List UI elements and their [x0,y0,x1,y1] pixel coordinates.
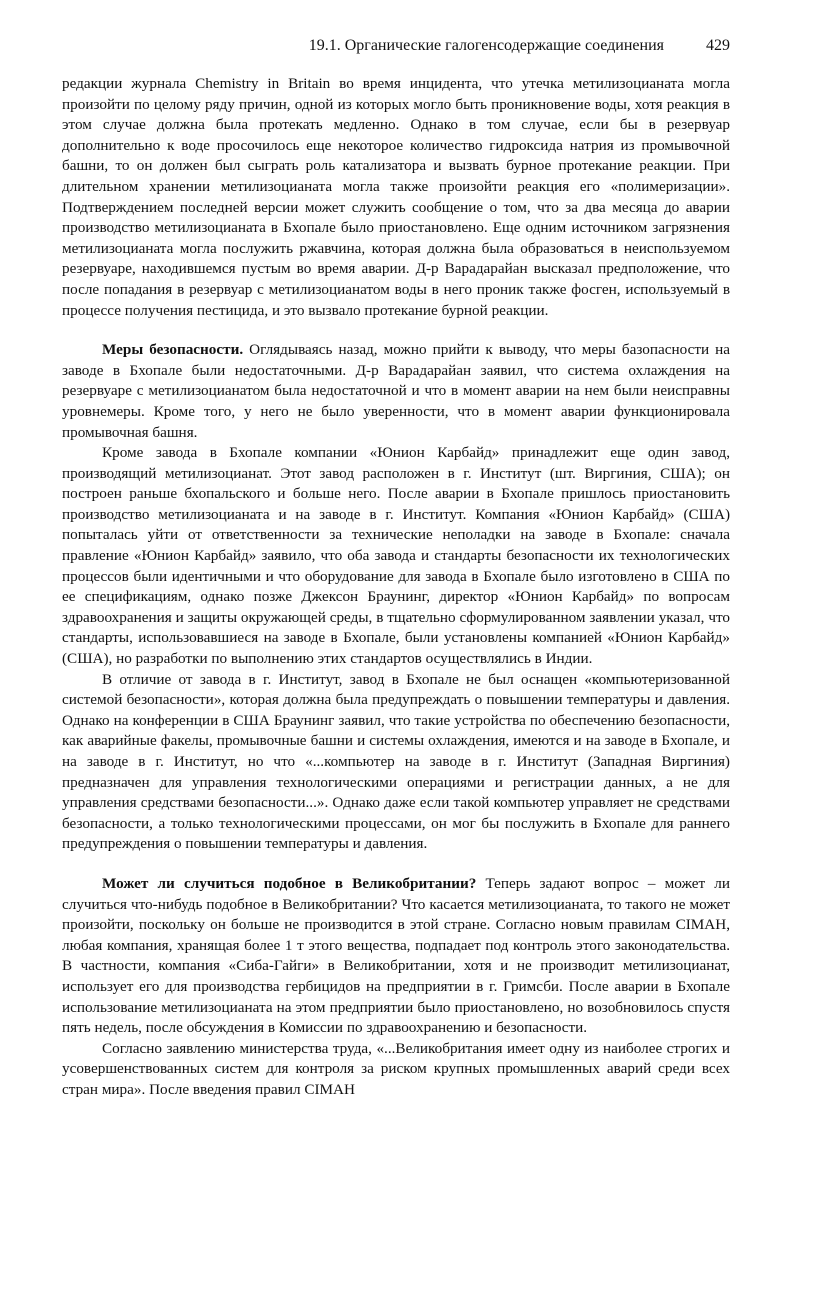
paragraph-text: редакции журнала Chemistry in Britain во время инцидента, что утечка метилизоцианата могла произойти по целому ряду причин, одной из которых могло быть проникновение воды, хотя реакция в этом случае должна была протекать медленно. Однако в том случае, если бы в резервуар дополнительно к воде просочилось еще некоторое количество гидроксида натрия из промывочной башни, то он должен был сыграть роль катализатора и вызвать бурное протекание реакции. При длительном хранении метилизоцианата могла также произойти реакция его «полимеризации». Подтверждением последней версии может служить сообщение о том, что за два месяца до аварии производство метилизоцианата в Бхопале было приостановлено. Еще одним источником загрязнения метилизоцианата могла послужить ржавчина, которая должна была образоваться в неиспользуемом резервуаре, находившемся пустым во время аварии. Д-р Варадарайан высказал предположение, что после попадания в резервуар с метилизоцианатом воды в него проник также фосген, используемый в процессе получения пестицида, и это вызвало протекание бурной реакции. [62,75,730,319]
section-heading-great-britain: Может ли случиться подобное в Великобритании? [102,874,477,892]
body-text [62,74,730,1101]
paragraph-text: В отличие от завода в г. Институт, завод в Бхопале не был оснащен «компьютеризованной системой безопасности», которая должна была предупреждать о повышении температуры и давления. Однако на конференции в США Браунинг заявил, что такие устройства по обеспечению безопасности, как аварийные факелы, промывочные башни и системы охлаждения, имеются и на заводе в Бхопале, и на заводе в г. Институт, но что «...компьютер на заводе в г. Институт (Западная Виргиния) предназначен для управления технологическими операциями и регистрации данных, а не для управления средствами безопасности...». Однако даже если такой компьютер управляет не средствами безопасности, а только технологическими процессами, он мог бы послужить в Бхопале для раннего предупреждения о повышении температуры и давления. [62,670,730,853]
paragraph-safety-measures [62,340,730,443]
paragraph-text: Теперь задают вопрос – может ли случиться что-нибудь подобное в Великобритании? Что касается метилизоцианата, то такого не может произойти, поскольку он больше не производится в этой стране. Согласно новым правилам CIMAH, любая компания, хранящая более 1 т этого вещества, подпадает под контроль этого законодательства. В частности, компания «Сиба-Гайги» в Великобритании, хотя и не производит метилизоцианат, использует его для производства гербицидов на предприятии в г. Гримсби. После аварии в Бхопале использование метилизоцианата на этом предприятии было приостановлено, но возобновилось спустя пять недель, после обсуждения в Комиссии по здравоохранению и безопасности. [62,874,731,1037]
paragraph-computer-system [62,670,730,855]
paragraph-text: Согласно заявлению министерства труда, «...Великобритания имеет одну из наиболее строгих и усовершенствованных систем для контроля за риском крупных промышленных аварий среди всех стран мира». После введения правил CIMAH [62,1039,730,1098]
section-heading-safety-measures: Меры безопасности. [102,341,244,359]
paragraph-text: Кроме завода в Бхопале компании «Юнион Карбайд» принадлежит еще один завод, производящий метилизоцианат. Этот завод расположен в г. Институт (шт. Виргиния, США); он построен раньше бхопальского и больше него. После аварии в Бхопале пришлось приостановить производство метилизоцианата и на заводе в г. Институт. Компания «Юнион Карбайд» (США) попыталась уйти от ответственности за технические неполадки на заводе в Бхопале: сначала правление «Юнион Карбайд» заявило, что оба завода и стандарты безопасности их технологических процессов были идентичными и что оборудование для завода в Бхопале было изготовлено в США по ее спецификациям, однако позже Джексон Браунинг, директор «Юнион Карбайд» по вопросам здравоохранения и защиты окружающей среды, в тщательно сформулированном заявлении указал, что стандарты, использовавшиеся на заводе в Бхопале, были установлены компанией «Юнион Карбайд» (США), но разработки по выполнению этих стандартов осуществлялись в Индии. [62,444,730,668]
running-title: 19.1. Органические галогенсодержащие соединения [308,37,664,54]
paragraph-institute-plant [62,443,730,670]
paragraph-text: Оглядываясь назад, можно прийти к выводу, что меры базопасности на заводе в Бхопале были недостаточными. Д-р Варадарайан заявил, что система охлаждения на резервуаре с метилизоцианатом была недостаточной и что в момент аварии на нем были неисправны уровнемеры. Кроме того, у него не было уверенности, что в момент аварии функционировала промывочная башня. [62,341,730,441]
paragraph-great-britain [62,874,730,1039]
page-number: 429 [706,37,730,54]
paragraph-ministry-statement [62,1039,730,1101]
paragraph-continuation [62,74,730,321]
page-header [62,34,730,58]
